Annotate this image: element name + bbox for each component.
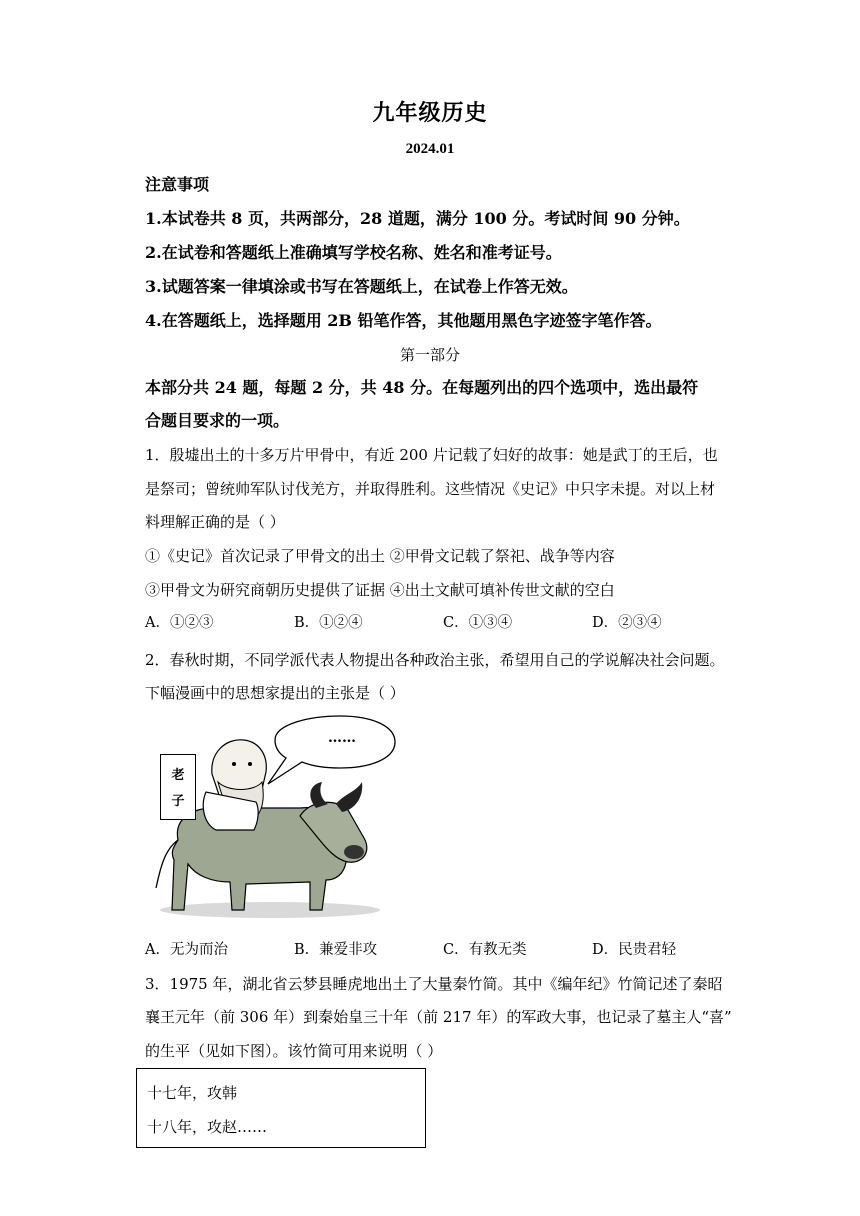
laozi-ox-cartoon xyxy=(150,712,400,922)
speech-bubble xyxy=(268,716,395,784)
speech-bubble-text: …… xyxy=(328,730,356,746)
laozi-eye-right xyxy=(248,762,252,766)
q2-option-c: C．有教无类 xyxy=(443,942,527,958)
q1-option-a: A．①②③ xyxy=(145,615,214,631)
page-title: 九年级历史 xyxy=(372,100,488,126)
q2-stem-line-1: 2．春秋时期，不同学派代表人物提出各种政治主张，希望用自己的学说解决社会问题。 xyxy=(145,651,725,669)
q2-option-a: A．无为而治 xyxy=(145,942,228,958)
q1-stem-line-1: 1．殷墟出土的十多万片甲骨中，有近 200 片记载了妇好的故事：她是武丁的王后，也 xyxy=(145,446,718,464)
q3-stem-line-2: 襄王元年（前 306 年）到秦始皇三十年（前 217 年）的军政大事，也记录了墓主人“喜” xyxy=(145,1008,732,1026)
q1-statement-line-1: ①《史记》首次记录了甲骨文的出土 ②甲骨文记载了祭祀、战争等内容 xyxy=(145,547,615,565)
q3-box-line-1: 十七年，攻韩 xyxy=(147,1084,238,1102)
notice-item-4: 4.在答题纸上，选择题用 2B 铅笔作答，其他题用黑色字迹签字笔作答。 xyxy=(145,311,662,330)
part1-intro-line-2: 合题目要求的一项。 xyxy=(145,411,290,430)
q2-stem-line-2: 下幅漫画中的思想家提出的主张是（ ） xyxy=(145,684,405,702)
name-label-char-2: 子 xyxy=(171,794,185,809)
q1-option-c: C．①③④ xyxy=(443,615,513,631)
q1-option-d: D．②③④ xyxy=(592,615,662,631)
exam-date: 2024.01 xyxy=(405,141,455,157)
notice-heading: 注意事项 xyxy=(145,175,210,194)
part1-intro-line-1: 本部分共 24 题，每题 2 分，共 48 分。在每题列出的四个选项中，选出最符 xyxy=(145,378,699,397)
ox-horn-left xyxy=(310,782,328,808)
ground-shadow xyxy=(160,902,380,918)
ox-nose xyxy=(344,845,364,859)
ox-horn-right xyxy=(336,782,362,812)
q1-stem-line-3: 料理解正确的是（ ） xyxy=(145,513,285,531)
laozi-eye-left xyxy=(232,762,236,766)
name-label-char-1: 老 xyxy=(171,768,185,783)
q3-stem-line-3: 的生平（见如下图）。该竹简可用来说明（ ） xyxy=(145,1042,443,1060)
notice-item-2: 2.在试卷和答题纸上准确填写学校名称、姓名和准考证号。 xyxy=(145,243,562,262)
q1-statement-line-2: ③甲骨文为研究商朝历史提供了证据 ④出土文献可填补传世文献的空白 xyxy=(145,581,615,599)
q2-option-d: D．民贵君轻 xyxy=(592,942,677,958)
q3-stem-line-1: 3．1975 年，湖北省云梦县睡虎地出土了大量秦竹简。其中《编年纪》竹简记述了秦昭 xyxy=(145,975,723,993)
q3-material-box xyxy=(136,1068,426,1148)
q1-option-b: B．①②④ xyxy=(294,615,363,631)
q2-option-b: B．兼爱非攻 xyxy=(294,942,378,958)
name-label-box xyxy=(160,754,196,820)
notice-item-1: 1.本试卷共 8 页，共两部分，28 道题，满分 100 分。考试时间 90 分钟。 xyxy=(145,209,690,228)
notice-item-3: 3.试题答案一律填涂或书写在答题纸上，在试卷上作答无效。 xyxy=(145,277,578,296)
q3-box-line-2: 十八年，攻赵…… xyxy=(147,1118,268,1136)
q1-stem-line-2: 是祭司；曾统帅军队讨伐羌方，并取得胜利。这些情况《史记》中只字未提。对以上材 xyxy=(145,480,716,498)
part1-heading: 第一部分 xyxy=(399,346,460,364)
